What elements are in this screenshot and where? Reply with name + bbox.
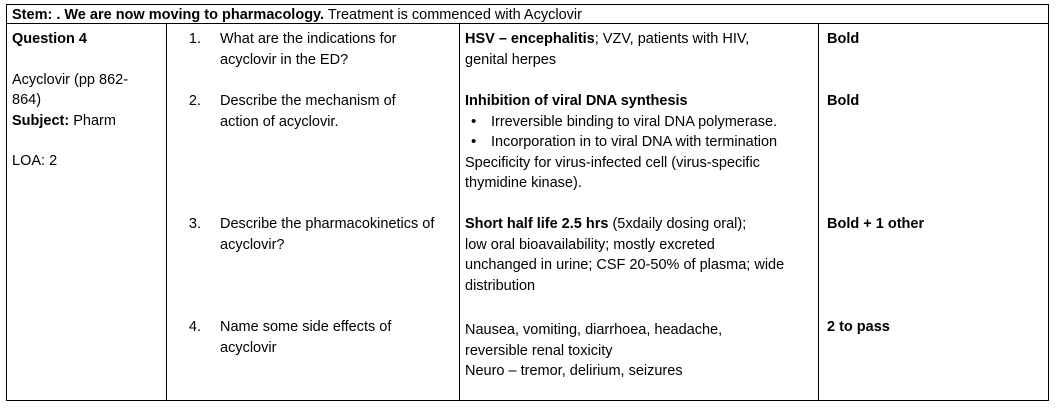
question-number: 4. — [188, 319, 201, 335]
question-text: Describe the mechanism of — [220, 93, 396, 109]
marks-1: Bold — [827, 31, 860, 47]
marks-2: Bold — [827, 93, 860, 109]
marks-3: Bold + 1 other — [827, 216, 925, 232]
answer-text: unchanged in urine; CSF 20-50% of plasma; wide — [465, 257, 785, 273]
question-text: Name some side effects of — [220, 319, 392, 335]
bullet-item: • Irreversible binding to viral DNA polymerase. — [465, 112, 815, 133]
answer-text: Specificity for virus-infected cell (virus-specific — [465, 154, 760, 171]
question-number: 3. — [188, 216, 201, 232]
column-divider — [818, 24, 819, 400]
subject-line — [12, 111, 162, 132]
answer-text: Neuro – tremor, delirium, seizures — [465, 363, 683, 379]
table-body — [6, 23, 1049, 401]
question-text: What are the indications for — [220, 31, 397, 47]
question-number: 2. — [188, 93, 201, 109]
question-table — [6, 4, 1049, 400]
left-info-cell — [12, 29, 162, 172]
answer-text: ; VZV, patients with HIV, — [594, 31, 750, 47]
answer-4 — [465, 320, 815, 382]
answer-1 — [465, 29, 815, 70]
answer-text: thymidine kinase). — [465, 175, 582, 191]
column-divider — [166, 24, 167, 400]
answer-bullets — [465, 112, 815, 153]
answer-bold: Short half life 2.5 hrs — [465, 216, 609, 232]
answer-heading: Inhibition of viral DNA synthesis — [465, 93, 688, 109]
answer-text: low oral bioavailability; mostly excreted — [465, 236, 715, 253]
topic-line-1: Acyclovir (pp 862- — [12, 71, 129, 88]
answer-text: distribution — [465, 277, 536, 294]
stem-bold: Stem: . We are now moving to pharmacology. — [12, 7, 325, 23]
question-text: acyclovir — [220, 339, 277, 356]
bullet-item: • Incorporation in to viral DNA with termination — [465, 132, 815, 153]
question-text: Describe the pharmacokinetics of — [220, 216, 435, 232]
question-number: 1. — [188, 31, 201, 47]
answer-text: genital herpes — [465, 51, 557, 68]
question-text: action of acyclovir. — [220, 113, 339, 130]
topic-line-2: 864) — [12, 92, 42, 108]
answer-2 — [465, 91, 815, 194]
answer-3 — [465, 214, 815, 296]
subject-value: Pharm — [69, 112, 116, 129]
question-text: acyclovir in the ED? — [220, 51, 349, 68]
answer-text: reversible renal toxicity — [465, 342, 613, 359]
question-text: acyclovir? — [220, 236, 285, 253]
marks-4: 2 to pass — [827, 319, 890, 335]
stem-text: Treatment is commenced with Acyclovir — [324, 7, 582, 23]
subject-label: Subject: — [12, 112, 70, 129]
answer-bold: HSV – encephalitis — [465, 31, 595, 47]
answer-text: Nausea, vomiting, diarrhoea, headache, — [465, 322, 723, 338]
question-label: Question 4 — [12, 31, 87, 47]
stem-row — [6, 4, 1049, 23]
loa: LOA: 2 — [12, 153, 58, 169]
answer-text: (5xdaily dosing oral); — [608, 216, 747, 232]
